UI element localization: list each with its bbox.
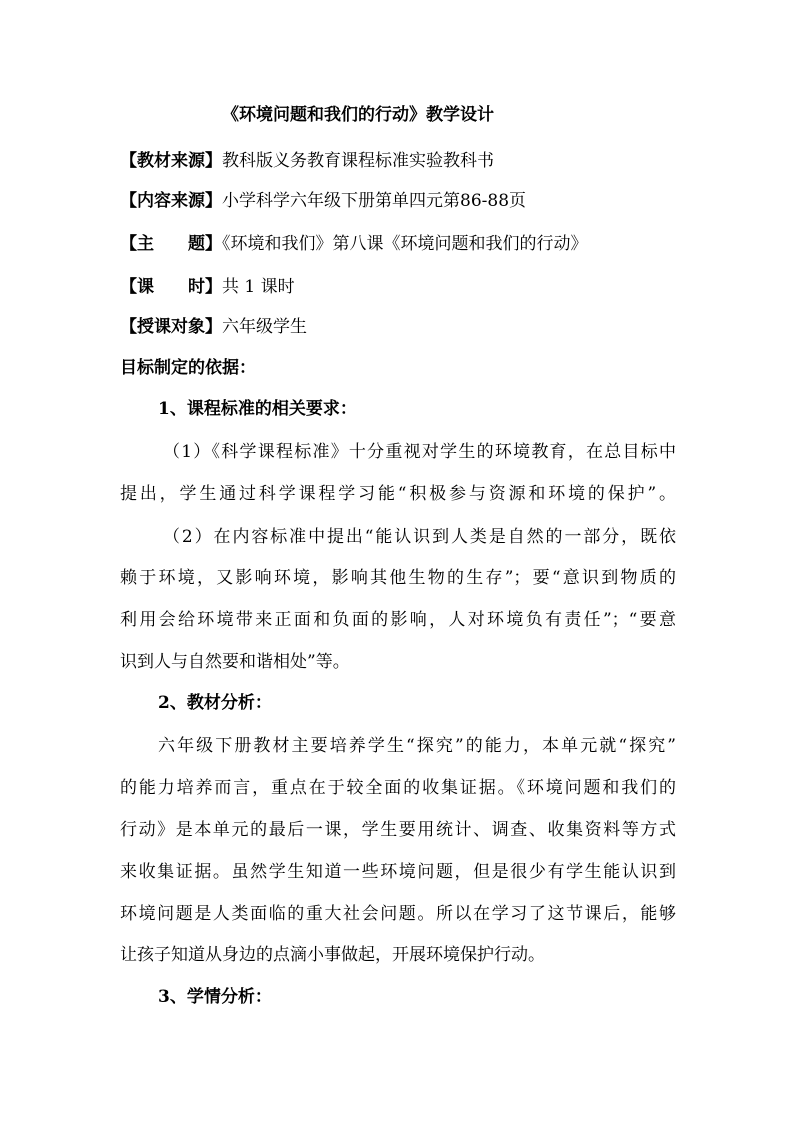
meta-topic xyxy=(120,233,588,255)
meta-content-source xyxy=(120,190,526,212)
paragraph-line: 让孩子知道从身边的点滴小事做起，开展环境保护行动。 xyxy=(120,945,545,965)
meta-label: 【课 时】 xyxy=(120,277,222,297)
paragraph-line: 赖于环境，又影响环境，影响其他生物的生存”；要“意识到物质的 xyxy=(120,568,676,588)
section-heading: 3、学情分析： xyxy=(158,987,272,1007)
document-title: 《环境问题和我们的行动》教学设计 xyxy=(222,105,494,125)
paragraph-line: 行动》是本单元的最后一课，学生要用统计、调查、收集资料等方式 xyxy=(120,820,676,840)
meta-audience xyxy=(120,316,307,338)
paragraph-line: 六年级下册教材主要培养学生“探究”的能力，本单元就“探究” xyxy=(158,736,676,756)
meta-value: 《环境和我们》第八课《环境问题和我们的行动》 xyxy=(222,234,588,254)
meta-label: 【主 题】 xyxy=(120,234,222,254)
meta-value: 教科版义务教育课程标准实验教科书 xyxy=(222,151,494,171)
paragraph-line: （2）在内容标准中提出“能认识到人类是自然的一部分，既依 xyxy=(163,527,676,547)
paragraph-line: 提出，学生通过科学课程学习能“积极参与资源和环境的保护”。 xyxy=(120,484,676,504)
meta-value: 共 1 课时 xyxy=(222,277,295,297)
section-heading: 2、教材分析： xyxy=(158,693,272,713)
meta-value: 小学科学六年级下册第单四元第86-88页 xyxy=(222,191,527,211)
paragraph-line: 的能力培养而言，重点在于较全面的收集证据。《环境问题和我们的 xyxy=(120,778,676,798)
paragraph-line: （1）《科学课程标准》十分重视对学生的环境教育，在总目标中 xyxy=(163,442,676,462)
paragraph-line: 利用会给环境带来正面和负面的影响，人对环境负有责任”；“要意 xyxy=(120,610,676,630)
meta-value: 六年级学生 xyxy=(222,317,307,337)
meta-textbook-source xyxy=(120,150,494,172)
meta-label: 【教材来源】 xyxy=(120,151,222,171)
meta-label: 【内容来源】 xyxy=(120,191,222,211)
meta-class-hours xyxy=(120,276,295,298)
paragraph-line: 识到人与自然要和谐相处”等。 xyxy=(120,652,350,672)
paragraph-line: 环境问题是人类面临的重大社会问题。所以在学习了这节课后，能够 xyxy=(120,904,676,924)
basis-heading: 目标制定的依据： xyxy=(120,358,256,378)
meta-label: 【授课对象】 xyxy=(120,317,222,337)
paragraph-line: 来收集证据。虽然学生知道一些环境问题，但是很少有学生能认识到 xyxy=(120,862,676,882)
section-heading: 1、课程标准的相关要求： xyxy=(158,399,357,419)
